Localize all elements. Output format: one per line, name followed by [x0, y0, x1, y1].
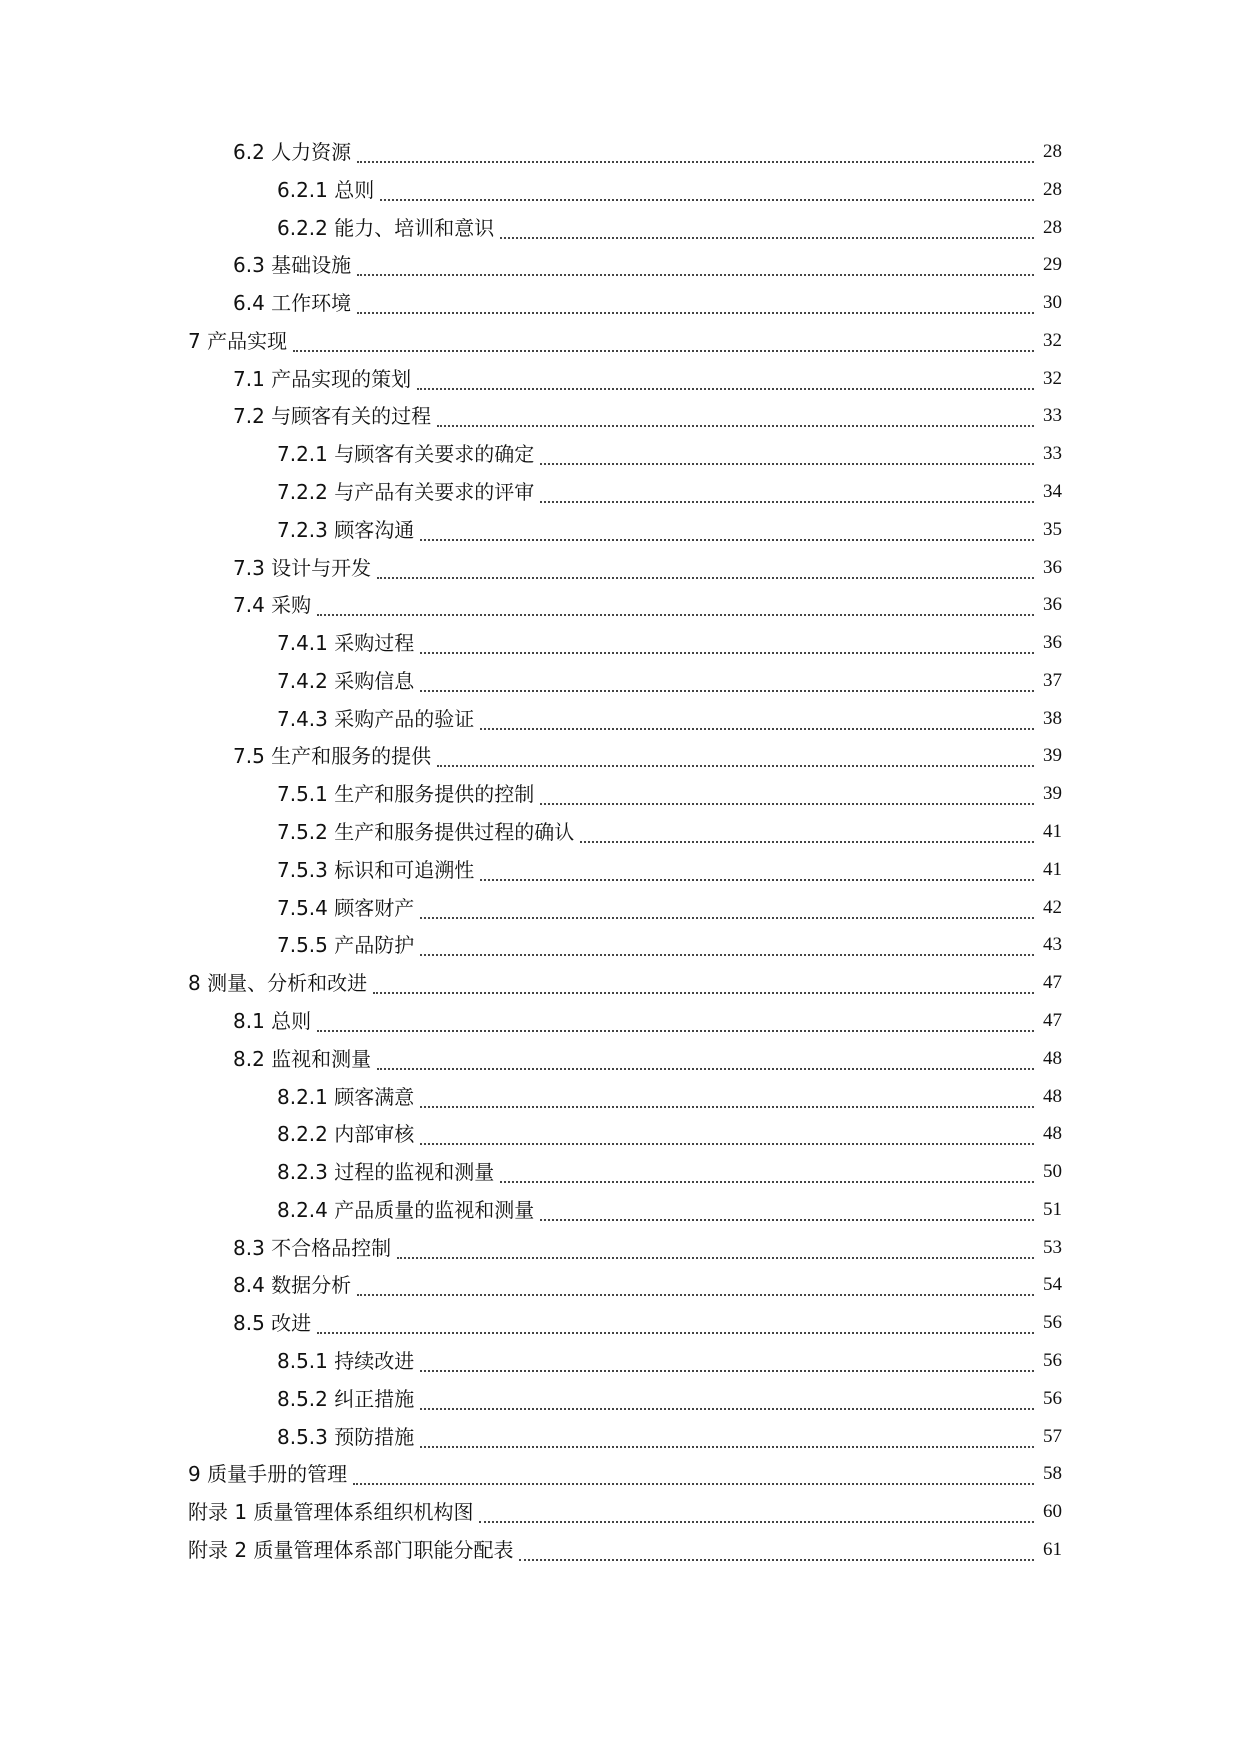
dot-leader [317, 1029, 1034, 1032]
toc-entry-page-number: 53 [1043, 1236, 1062, 1258]
toc-entry[interactable] [0, 593, 1062, 643]
toc-entry[interactable] [0, 140, 1062, 190]
toc-entry[interactable] [0, 1122, 1062, 1172]
toc-entry[interactable] [0, 857, 1062, 908]
toc-entry[interactable] [0, 1084, 1062, 1135]
toc-entry-title: 7.5.3 标识和可追溯性 [277, 857, 475, 882]
dot-leader [357, 160, 1034, 163]
toc-entry-title: 8 测量、分析和改进 [188, 971, 368, 996]
toc-entry[interactable] [0, 253, 1062, 303]
toc-entry[interactable] [0, 1046, 1062, 1097]
toc-entry[interactable] [0, 177, 1062, 228]
dot-leader [373, 991, 1034, 994]
dot-leader [519, 1558, 1034, 1561]
dot-leader [437, 424, 1034, 427]
toc-entry-page-number: 57 [1043, 1425, 1062, 1447]
toc-entry-page-number: 48 [1043, 1085, 1062, 1107]
dot-leader [420, 1445, 1034, 1448]
toc-entry-title: 7.5.2 生产和服务提供过程的确认 [277, 820, 575, 845]
toc-entry-page-number: 36 [1043, 594, 1062, 616]
toc-entry-page-number: 30 [1043, 292, 1062, 314]
dot-leader [357, 1293, 1034, 1296]
toc-entry-title: 7 产品实现 [188, 328, 288, 353]
dot-leader [540, 1218, 1034, 1221]
toc-entry[interactable] [0, 1311, 1062, 1361]
toc-entry[interactable] [0, 366, 1062, 417]
dot-leader [540, 462, 1034, 465]
dot-leader [357, 311, 1034, 314]
toc-entry-page-number: 39 [1043, 783, 1062, 805]
dot-leader [480, 878, 1034, 881]
toc-entry-page-number: 35 [1043, 518, 1062, 540]
toc-entry[interactable] [0, 1273, 1062, 1323]
toc-entry-title: 7.4.2 采购信息 [277, 668, 415, 693]
toc-entry-title: 8.1 总则 [233, 1008, 312, 1033]
toc-entry[interactable] [0, 555, 1062, 606]
dot-leader [293, 349, 1034, 352]
toc-entry-title: 6.3 基础设施 [233, 253, 352, 278]
toc-entry[interactable] [0, 1197, 1062, 1248]
toc-entry-page-number: 36 [1043, 632, 1062, 654]
toc-entry[interactable] [0, 895, 1062, 946]
toc-entry-page-number: 56 [1043, 1349, 1062, 1371]
toc-entry-title: 7.2.3 顾客沟通 [277, 517, 415, 542]
toc-entry-page-number: 33 [1043, 443, 1062, 465]
toc-entry[interactable] [0, 1424, 1062, 1475]
toc-entry-title: 7.2 与顾客有关的过程 [233, 404, 432, 429]
toc-entry-title: 8.3 不合格品控制 [233, 1235, 392, 1260]
toc-entry-title: 8.2.1 顾客满意 [277, 1084, 415, 1109]
toc-entry[interactable] [0, 1008, 1062, 1059]
toc-entry[interactable] [0, 1462, 1062, 1512]
toc-entry-page-number: 32 [1043, 329, 1062, 351]
toc-entry-title: 附录 2 质量管理体系部门职能分配表 [188, 1537, 514, 1562]
toc-entry-page-number: 42 [1043, 896, 1062, 918]
toc-entry[interactable] [0, 291, 1062, 341]
toc-entry-page-number: 47 [1043, 972, 1062, 994]
toc-entry-page-number: 38 [1043, 707, 1062, 729]
toc-entry[interactable] [0, 631, 1062, 681]
toc-entry[interactable] [0, 517, 1062, 568]
toc-entry-title: 8.2.3 过程的监视和测量 [277, 1160, 495, 1185]
dot-leader [540, 500, 1034, 503]
dot-leader [580, 840, 1034, 843]
dot-leader [500, 236, 1034, 239]
dot-leader [540, 802, 1034, 805]
dot-leader [353, 1482, 1034, 1485]
dot-leader [420, 538, 1034, 541]
toc-entry-page-number: 54 [1043, 1274, 1062, 1296]
toc-entry-page-number: 36 [1043, 556, 1062, 578]
toc-entry-title: 8.5.3 预防措施 [277, 1424, 415, 1449]
toc-entry[interactable] [0, 933, 1062, 983]
dot-leader [397, 1256, 1034, 1259]
toc-entry-title: 8.2.2 内部审核 [277, 1122, 415, 1147]
toc-entry-page-number: 43 [1043, 934, 1062, 956]
toc-entry-title: 7.1 产品实现的策划 [233, 366, 412, 391]
toc-entry-title: 7.4 采购 [233, 593, 312, 618]
toc-entry-title: 8.2.4 产品质量的监视和测量 [277, 1197, 535, 1222]
toc-entry-title: 7.5.4 顾客财产 [277, 895, 415, 920]
dot-leader [377, 1067, 1034, 1070]
toc-entry[interactable] [0, 971, 1062, 1021]
toc-entry-page-number: 47 [1043, 1009, 1062, 1031]
toc-entry-page-number: 32 [1043, 367, 1062, 389]
toc-entry-page-number: 41 [1043, 858, 1062, 880]
toc-entry[interactable] [0, 1348, 1062, 1399]
toc-entry-title: 7.3 设计与开发 [233, 555, 372, 580]
toc-entry-title: 7.2.1 与顾客有关要求的确定 [277, 442, 535, 467]
toc-entry-title: 附录 1 质量管理体系组织机构图 [188, 1500, 474, 1525]
toc-entry-title: 7.5.5 产品防护 [277, 933, 415, 958]
toc-entry-page-number: 29 [1043, 254, 1062, 276]
dot-leader [479, 1520, 1034, 1523]
toc-entry-page-number: 41 [1043, 821, 1062, 843]
toc-entry-title: 7.4.1 采购过程 [277, 631, 415, 656]
dot-leader [480, 727, 1034, 730]
toc-entry-title: 7.2.2 与产品有关要求的评审 [277, 480, 535, 505]
dot-leader [317, 1331, 1034, 1334]
toc-entry-page-number: 28 [1043, 141, 1062, 162]
dot-leader [420, 916, 1034, 919]
toc-entry-title: 7.5.1 生产和服务提供的控制 [277, 782, 535, 807]
toc-entry-page-number: 39 [1043, 745, 1062, 767]
toc-entry[interactable] [0, 480, 1062, 530]
toc-entry-title: 8.5.2 纠正措施 [277, 1386, 415, 1411]
toc-entry[interactable] [0, 328, 1062, 379]
toc-entry[interactable] [0, 668, 1062, 719]
toc-entry-page-number: 60 [1043, 1501, 1062, 1523]
dot-leader [420, 1407, 1034, 1410]
toc-entry-page-number: 56 [1043, 1312, 1062, 1334]
toc-entry[interactable] [0, 1235, 1062, 1286]
toc-entry[interactable] [0, 1386, 1062, 1437]
toc-entry-page-number: 48 [1043, 1047, 1062, 1069]
toc-entry-page-number: 34 [1043, 481, 1062, 503]
toc-entry-title: 8.4 数据分析 [233, 1273, 352, 1298]
toc-entry-title: 7.4.3 采购产品的验证 [277, 706, 475, 731]
dot-leader [420, 689, 1034, 692]
toc-entry-page-number: 48 [1043, 1123, 1062, 1145]
toc-entry-page-number: 58 [1043, 1463, 1062, 1485]
toc-entry-page-number: 37 [1043, 669, 1062, 691]
toc-entry-page-number: 33 [1043, 405, 1062, 427]
toc-entry-title: 7.5 生产和服务的提供 [233, 744, 432, 769]
toc-entry-page-number: 51 [1043, 1198, 1062, 1220]
dot-leader [437, 764, 1034, 767]
dot-leader [420, 651, 1034, 654]
toc-entry-title: 8.5 改进 [233, 1311, 312, 1336]
toc-entry-title: 6.4 工作环境 [233, 291, 352, 316]
toc-entry-page-number: 28 [1043, 178, 1062, 200]
dot-leader [377, 576, 1034, 579]
toc-entry[interactable] [0, 215, 1062, 266]
toc-entry-title: 9 质量手册的管理 [188, 1462, 348, 1487]
dot-leader [380, 198, 1034, 201]
toc-entry-title: 6.2.2 能力、培训和意识 [277, 215, 495, 240]
toc-entry-page-number: 56 [1043, 1387, 1062, 1409]
toc-entry[interactable] [0, 706, 1062, 757]
toc-entry-page-number: 50 [1043, 1161, 1062, 1183]
dot-leader [420, 1369, 1034, 1372]
toc-entry[interactable] [0, 820, 1062, 870]
dot-leader [357, 273, 1034, 276]
dot-leader [420, 1105, 1034, 1108]
dot-leader [500, 1180, 1034, 1183]
toc-entry-title: 8.2 监视和测量 [233, 1046, 372, 1071]
dot-leader [317, 613, 1034, 616]
toc-entry-title: 6.2 人力资源 [233, 140, 352, 164]
toc-entry[interactable] [0, 1500, 1062, 1550]
toc-entry-page-number: 28 [1043, 216, 1062, 238]
toc-entry[interactable] [0, 1537, 1062, 1588]
dot-leader [420, 1142, 1034, 1145]
toc-entry-title: 6.2.1 总则 [277, 177, 375, 202]
dot-leader [417, 387, 1034, 390]
toc-entry-title: 8.5.1 持续改进 [277, 1348, 415, 1373]
dot-leader [420, 953, 1034, 956]
toc-entry-page-number: 61 [1043, 1538, 1062, 1560]
